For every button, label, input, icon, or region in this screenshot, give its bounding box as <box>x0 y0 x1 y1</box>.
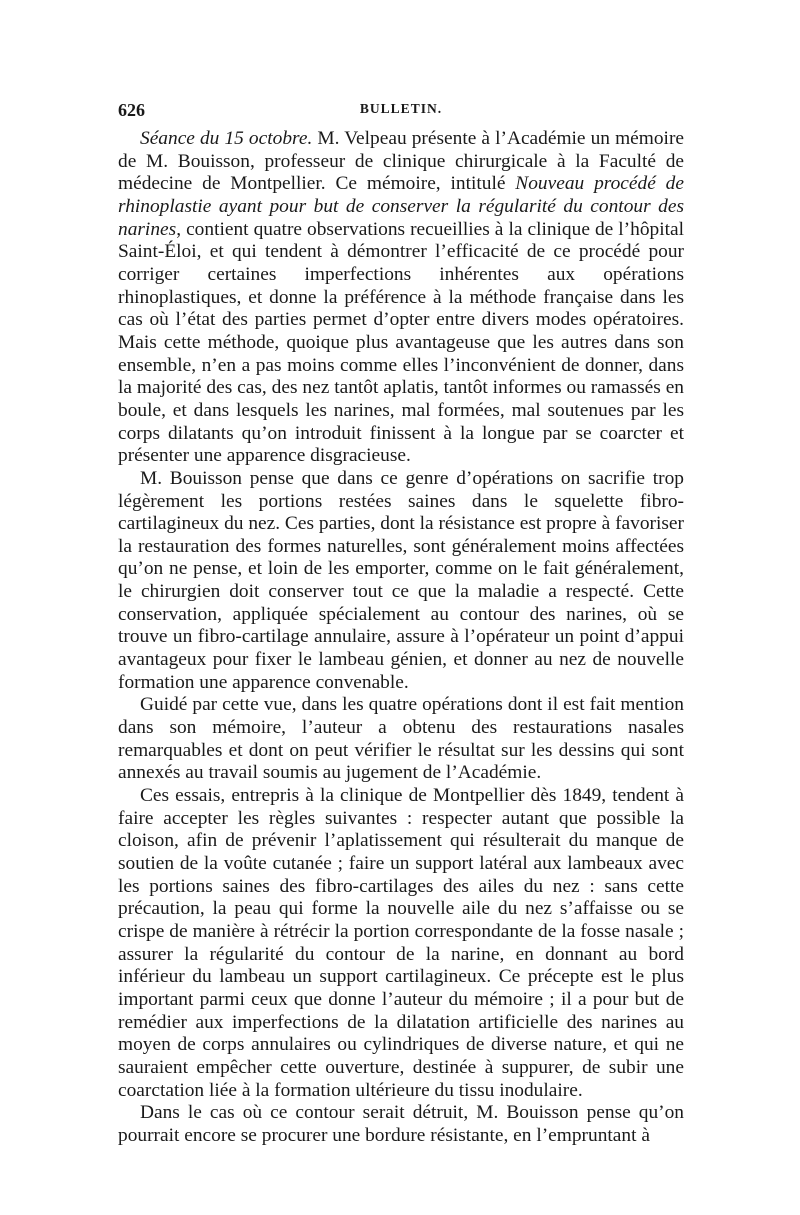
paragraph-text: , contient quatre observations recueillies à la clinique de l’hôpital Saint-Éloi, et qui tendent à démontrer l’efficacité de ce procédé pour corriger certaines imperfections inhérentes aux opérations rhinoplastiques, et donne la préférence à la méthode française dans les cas où l’état des parties permet d’opter entre divers modes opératoires. Mais cette méthode, quoique plus avantageuse que les autres dans son ensemble, n’en a pas moins comme elles l’inconvénient de donner, dans la majorité des cas, des nez tantôt aplatis, tantôt informes ou ramassés en boule, et dans lesquels les narines, mal formées, mal soutenues par les corps dilatants qu’on introduit finissent à la longue par se coarcter et présenter une apparence disgracieuse. <box>118 218 684 467</box>
page-number: 626 <box>118 100 145 120</box>
page-header <box>118 100 684 124</box>
paragraph-text: M. Velpeau présente à l’Académie un mémoire de M. Bouisson, professeur de clinique chirurgicale à la Faculté de médecine de Montpellier. Ce mémoire, intitulé <box>118 128 685 195</box>
running-head: BULLETIN. <box>359 101 443 116</box>
memoir-title: Nouveau procédé de rhinoplastie ayant pour but de conserver la régularité du contour des narines <box>118 173 684 240</box>
paragraph-seance <box>118 128 684 468</box>
paragraph-operations: Guidé par cette vue, dans les quatre opérations dont il est fait mention dans son mémoire, l’auteur a obtenu des restaurations nasales remarquables et dont on peut vérifier le résultat sur les dessins qui sont annexés au travail soumis au jugement de l’Académie. <box>118 694 684 784</box>
paragraph-bouisson-opinion: M. Bouisson pense que dans ce genre d’opérations on sacrifie trop légèrement les portions restées saines dans le squelette fibro-cartilagineux du nez. Ces parties, dont la résistance est propre à favoriser la restauration des formes naturelles, sont généralement moins affectées qu’on ne pense, et loin de les emporter, comme on le fait généralement, le chirurgien doit conserver tout ce que la maladie a respecté. Cette conservation, appliquée spécialement au contour des narines, où se trouve un fibro-cartilage annulaire, assure à l’opérateur un point d’appui avantageux pour fixer le lambeau génien, et donner au nez de nouvelle formation une apparence convenable. <box>118 467 684 693</box>
body-text <box>118 128 684 1148</box>
session-date: Séance du 15 octobre. <box>140 128 313 149</box>
paragraph-rules: Ces essais, entrepris à la clinique de Montpellier dès 1849, tendent à faire accepter les règles suivantes : respecter autant que possible la cloison, afin de prévenir l’aplatissement qui résulterait du manque de soutien de la voûte cutanée ; faire un support latéral aux lambeaux avec les portions saines des fibro-cartilages des ailes du nez : sans cette précaution, la peau qui forme la nouvelle aile du nez s’affaisse ou se crispe de manière à rétrécir la portion correspondante de la fosse nasale ; assurer la régularité du contour de la narine, en donnant au bord inférieur du lambeau un support cartilagineux. Ce précepte est le plus important parmi ceux que donne l’auteur du mémoire ; il a pour but de remédier aux imperfections de la dilatation artificielle des narines au moyen de corps annulaires ou cylindriques de diverse nature, et qui ne sauraient empêcher cette ouverture, destinée à suppurer, de subir une coarctation liée à la formation ultérieure du tissu inodulaire. <box>118 785 684 1101</box>
paragraph-contour: Dans le cas où ce contour serait détruit, M. Bouisson pense qu’on pourrait encore se procurer une bordure résistante, en l’empruntant à <box>118 1102 684 1146</box>
